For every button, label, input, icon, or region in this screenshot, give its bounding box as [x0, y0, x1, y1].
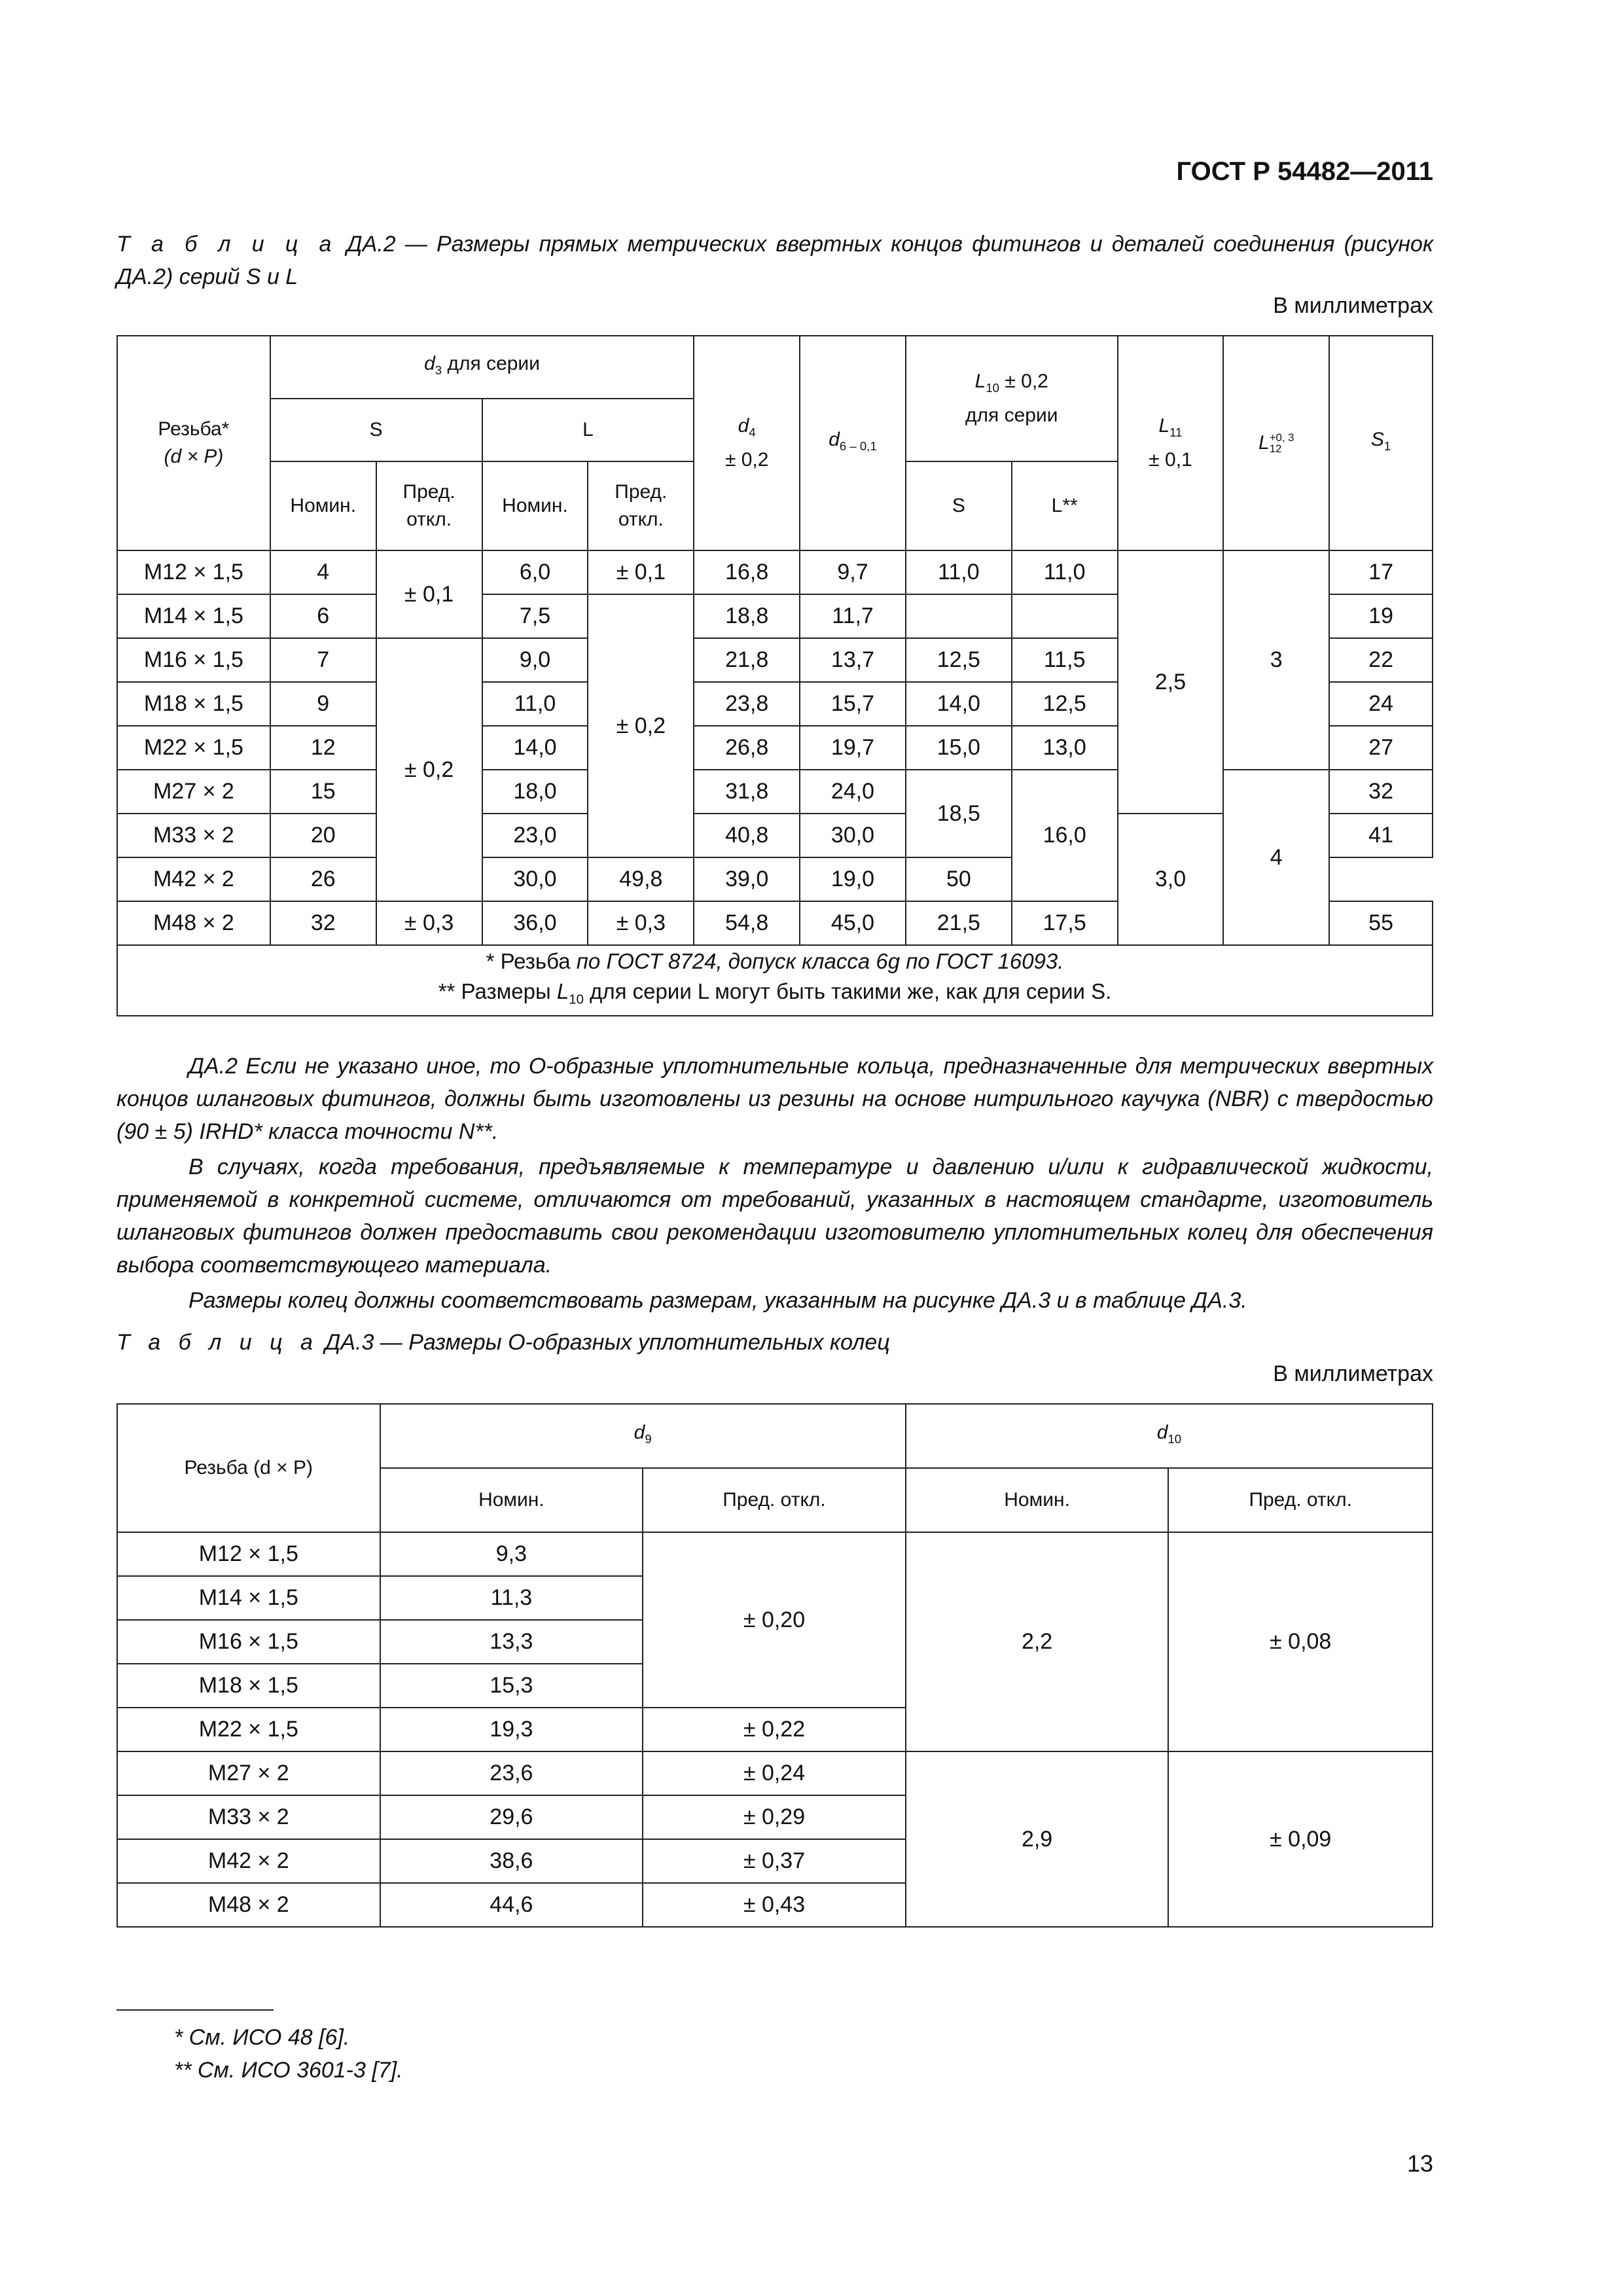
table-row: M12 × 1,5 9,3 ± 0,20 2,2 ± 0,08 — [117, 1532, 1433, 1576]
header-l10-s: S — [906, 461, 1012, 550]
table-da3-units: В миллиметрах — [1273, 1361, 1433, 1386]
table-row: M18 × 1,5 9 11,0 23,8 15,7 14,0 12,5 24 — [117, 682, 1433, 726]
document-number: ГОСТ Р 54482—2011 — [1176, 157, 1433, 186]
header-thread: Резьба* (d × P) — [117, 336, 270, 550]
header-l12: L+0, 3 12 — [1223, 336, 1329, 550]
header-series-s: S — [270, 399, 482, 461]
table-row: M16 × 1,5 7 ± 0,2 9,0 21,8 13,7 12,5 11,5 22 — [117, 638, 1433, 682]
header-d9-dev: Пред. откл. — [643, 1468, 906, 1532]
header-series-l: L — [482, 399, 694, 461]
header-d3: $d_3$ для серии — [270, 336, 694, 399]
header-d4: $d_4$ ± 0,2 — [694, 336, 800, 550]
table-row: M12 × 1,5 4 ± 0,1 6,0 ± 0,1 16,8 9,7 11,0 11,0 2,5 3 17 — [117, 550, 1433, 594]
header-l10: $L_{10} \pm 0,2$ для серии — [906, 336, 1118, 461]
header-d10: $d_{10}$ — [906, 1404, 1433, 1468]
paragraph-da2: ДА.2 Если не указано иное, то О-образные уплотнительные кольца, предназначенные для метрических ввертных концов шланговых фитингов, должны быть изготовлены из резины на основе нитрильного каучука (NBR) с твердостью (90 ± 5) IRHD* класса точности N**. — [116, 1054, 1433, 1144]
table-row: M48 × 2 44,6 ± 0,43 — [117, 1883, 1433, 1927]
header-dev-l: Пред. откл. — [588, 461, 694, 550]
table-da2 — [116, 335, 1433, 1016]
table-row: M16 × 1,5 13,3 — [117, 1620, 1433, 1664]
table-da2-units: В миллиметрах — [1273, 293, 1433, 318]
table-row: M14 × 1,5 11,3 — [117, 1576, 1433, 1620]
table-row: M14 × 1,5 6 7,5 ± 0,2 18,8 11,7 19 — [117, 594, 1433, 638]
footnote-divider — [116, 2009, 274, 2011]
header-s1: $S_1$ — [1329, 336, 1433, 550]
table-row: M33 × 2 20 23,0 40,8 30,0 3,0 41 — [117, 814, 1433, 857]
header-d9-nom: Номин. — [380, 1468, 643, 1532]
header-nom-l: Номин. — [482, 461, 588, 550]
header-d9: $d_9$ — [380, 1404, 906, 1468]
header-d6: $d_{6 - 0,1}$ — [800, 336, 906, 550]
header-l11: $L_{11}$ ± 0,1 — [1118, 336, 1224, 550]
table-da2-caption: Т а б л и ц а ДА.2 — Размеры прямых метрических ввертных концов фитингов и деталей соединения (рисунок ДА.2) серий S и L — [116, 232, 1433, 289]
paragraph-ring-sizes: Размеры колец должны соответствовать размерам, указанным на рисунке ДА.3 и в таблице ДА.3. — [188, 1288, 1247, 1313]
header-d10-nom: Номин. — [906, 1468, 1169, 1532]
table-row: M42 × 2 26 30,0 49,8 39,0 19,0 50 — [117, 857, 1433, 901]
header-l10-l: L** — [1012, 461, 1118, 550]
paragraph-requirements: В случаях, когда требования, предъявляемые к температуре и давлению и/или к гидравлической жидкости, применяемой в конкретной системе, отличаются от требований, указанных в настоящем стандарте, изготовитель шланговых фитингов должен предоставить свои рекомендации изготовителю уплотнительных колец для обеспечения выбора соответствующего материала. — [116, 1155, 1433, 1278]
table-da3-caption: Т а б л и ц а ДА.3 — Размеры О-образных уплотнительных колец — [116, 1330, 890, 1355]
header-thread: Резьба (d × P) — [117, 1404, 380, 1532]
table-da3 — [116, 1403, 1433, 1928]
table-row: M33 × 2 29,6 ± 0,29 — [117, 1795, 1433, 1839]
header-dev-s: Пред. откл. — [376, 461, 482, 550]
table-row: M22 × 1,5 19,3 ± 0,22 — [117, 1708, 1433, 1751]
body-text — [116, 1050, 1433, 1317]
header-d10-dev: Пред. откл. — [1168, 1468, 1433, 1532]
table-row: M48 × 2 32 ± 0,3 36,0 ± 0,3 54,8 45,0 21,5 17,5 55 — [117, 901, 1433, 945]
table-row: M22 × 1,5 12 14,0 26,8 19,7 15,0 13,0 27 — [117, 726, 1433, 770]
table-row: M27 × 2 15 18,0 31,8 24,0 18,5 16,0 4 32 — [117, 770, 1433, 814]
page-number: 13 — [1406, 2150, 1433, 2177]
footnote-1: * См. ИСО 48 [6]. — [174, 2025, 350, 2050]
table-da2-notes: * Резьба по ГОСТ 8724, допуск класса 6g по ГОСТ 16093. ** Размеры $L_{10}$ для серии L могут быть такими же, как для серии S. — [117, 945, 1433, 1016]
footnote-2: ** См. ИСО 3601-3 [7]. — [174, 2058, 403, 2083]
table-row: M42 × 2 38,6 ± 0,37 — [117, 1839, 1433, 1883]
header-nom-s: Номин. — [270, 461, 376, 550]
table-row: M27 × 2 23,6 ± 0,24 2,9 ± 0,09 — [117, 1751, 1433, 1795]
table-row: M18 × 1,5 15,3 — [117, 1664, 1433, 1708]
